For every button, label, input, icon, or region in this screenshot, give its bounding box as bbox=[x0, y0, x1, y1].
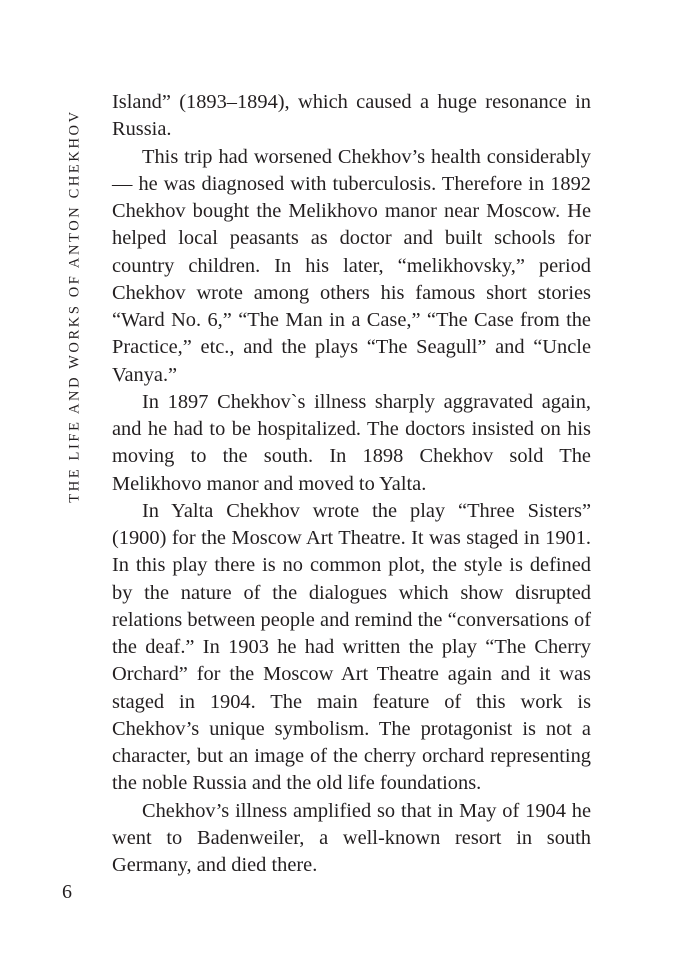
paragraph: In 1897 Chekhov`s illness sharply aggravated again, and he had to be hospitalized. The doctors insisted on his moving to the south. In 1898 Chekhov sold The Melikhovo manor and moved to Yalta. bbox=[112, 390, 591, 495]
body-text bbox=[112, 89, 591, 879]
paragraph: This trip had worsened Chekhov’s health considerably — he was diagnosed with tuberculosis. Therefore in 1892 Chekhov bought the Melikhovo manor near Moscow. He helped local peasants as doctor and built schools for country children. In his later, “melikhovsky,” period Chekhov wrote among others his famous short stories “Ward No. 6,” “The Man in a Case,” “The Case from the Practice,” etc., and the plays “The Seagull” and “Uncle Vanya.” bbox=[112, 145, 591, 386]
paragraph: In Yalta Chekhov wrote the play “Three Sisters” (1900) for the Moscow Art Theatre. It was staged in 1901. In this play there is no common plot, the style is defined by the nature of the dialogues which show disrupted relations between people and remind the “conversations of the deaf.” In 1903 he had written the play “The Cherry Orchard” for the Moscow Art Theatre again and it was staged in 1904. The main feature of this work is Chekhov’s unique symbolism. The protagonist is not a character, but an image of the cherry orchard representing the noble Russia and the old life foundations. bbox=[112, 499, 591, 795]
running-head-text: THE LIFE AND WORKS OF ANTON CHEKHOV bbox=[66, 109, 83, 503]
page-number: 6 bbox=[62, 881, 72, 903]
paragraph-continuation: Island” (1893–1894), which caused a huge resonance in Russia. bbox=[112, 91, 591, 141]
paragraph: Chekhov’s illness amplified so that in May of 1904 he went to Badenweiler, a well-known resort in south Germany, and died there. bbox=[112, 799, 591, 876]
